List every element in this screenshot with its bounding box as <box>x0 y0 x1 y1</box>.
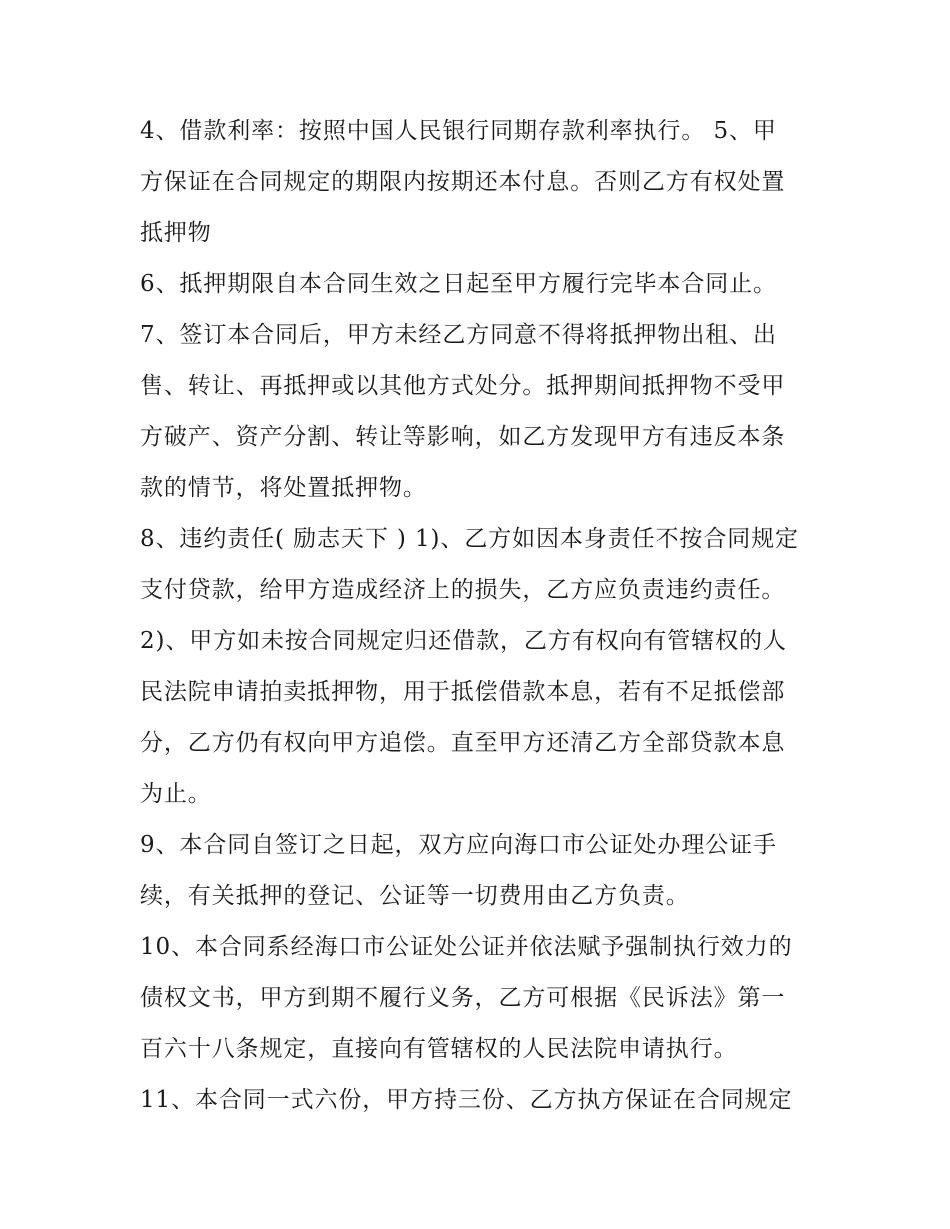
text-line: 百六十八条规定，直接向有管辖权的人民法院申请执行。 <box>140 1036 738 1062</box>
text-line: 抵押物 <box>140 220 212 246</box>
text-line: 9、本合同自签订之日起，双方应向海口市公证处办理公证手 <box>140 832 777 858</box>
text-line: 售、转让、再抵押或以其他方式处分。抵押期间抵押物不受甲 <box>140 373 786 399</box>
text-line: 方保证在合同规定的期限内按期还本付息。否则乙方有权处置 <box>140 169 786 195</box>
text-line: 8、违约责任( 励志天下 ) 1)、乙方如因本身责任不按合同规定 <box>140 526 799 552</box>
text-line: 为止。 <box>140 781 212 807</box>
text-line: 6、抵押期限自本合同生效之日起至甲方履行完毕本合同止。 <box>140 271 777 297</box>
text-line: 支付贷款，给甲方造成经济上的损失，乙方应负责违约责任。 <box>140 577 786 603</box>
text-line: 10、本合同系经海口市公证处公证并依法赋予强制执行效力的 <box>140 934 793 960</box>
text-line: 11、本合同一式六份，甲方持三份、乙方执方保证在合同规定 <box>140 1087 793 1113</box>
text-line: 分，乙方仍有权向甲方追偿。直至甲方还清乙方全部贷款本息 <box>140 730 786 756</box>
text-line: 7、签订本合同后，甲方未经乙方同意不得将抵押物出租、出 <box>140 322 777 348</box>
text-line: 4、借款利率：按照中国人民银行同期存款利率执行。 5、甲 <box>140 118 777 144</box>
text-line: 款的情节，将处置抵押物。 <box>140 475 427 501</box>
text-line: 民法院申请拍卖抵押物，用于抵偿借款本息，若有不足抵偿部 <box>140 679 786 705</box>
text-line: 2)、甲方如未按合同规定归还借款，乙方有权向有管辖权的人 <box>140 628 787 654</box>
text-line: 方破产、资产分割、转让等影响，如乙方发现甲方有违反本条 <box>140 424 786 450</box>
contract-text <box>140 106 820 1126</box>
text-line: 续，有关抵押的登记、公证等一切费用由乙方负责。 <box>140 883 690 909</box>
text-line: 债权文书，甲方到期不履行义务，乙方可根据《民诉法》第一 <box>140 985 786 1011</box>
